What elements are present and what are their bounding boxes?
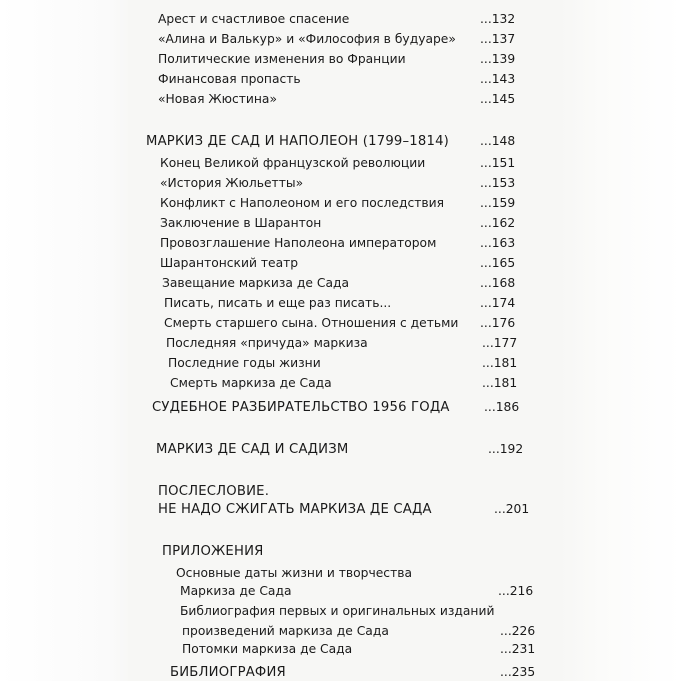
toc-entry-page: ...216 xyxy=(498,584,534,598)
toc-entry-title: Финансовая пропасть xyxy=(158,72,301,86)
toc-entry-page: ...231 xyxy=(500,642,536,656)
toc-entry-page: ...181 xyxy=(482,356,518,370)
toc-entry-title: Потомки маркиза де Сада xyxy=(182,642,353,656)
toc-entry-title: Писать, писать и еще раз писать... xyxy=(164,296,392,310)
toc-entry-title: «История Жюльетты» xyxy=(160,176,304,190)
toc-entry-title: Завещание маркиза де Сада xyxy=(162,276,350,290)
toc-entry-page: ...151 xyxy=(480,156,516,170)
toc-entry-title: Политические изменения во Франции xyxy=(158,52,406,66)
toc-entry-page: ...181 xyxy=(482,376,518,390)
toc-entry-title: БИБЛИОГРАФИЯ xyxy=(170,665,286,680)
toc-entry-page: ...143 xyxy=(480,72,516,86)
toc-entry-page: ...139 xyxy=(480,52,516,66)
toc-entry-page: ...159 xyxy=(480,196,516,210)
toc-entry-title: СУДЕБНОЕ РАЗБИРАТЕЛЬСТВО 1956 ГОДА xyxy=(152,400,450,415)
toc-entry-title: Арест и счастливое спасение xyxy=(158,12,350,26)
toc-entry-title: НЕ НАДО СЖИГАТЬ МАРКИЗА ДЕ САДА xyxy=(158,502,432,517)
toc-entry-title: произведений маркиза де Сада xyxy=(182,624,389,638)
toc-entry-page: ...174 xyxy=(480,296,516,310)
toc-entry-title: «Алина и Валькур» и «Философия в будуаре» xyxy=(158,32,456,46)
toc-entry-page: ...165 xyxy=(480,256,516,270)
toc-entry-title: Провозглашение Наполеона императором xyxy=(160,236,437,250)
toc-entry-page: ...168 xyxy=(480,276,516,290)
toc-entry-title: Смерть маркиза де Сада xyxy=(170,376,332,390)
toc-entry-page: ...186 xyxy=(484,400,520,414)
toc-entry-page: ...235 xyxy=(500,665,536,679)
toc-entry-page: ...137 xyxy=(480,32,516,46)
toc-entry-title: Смерть старшего сына. Отношения с детьми xyxy=(164,316,459,330)
toc-entry-page: ...145 xyxy=(480,92,516,106)
toc-entry-page: ...162 xyxy=(480,216,516,230)
toc-entry-title: ПРИЛОЖЕНИЯ xyxy=(162,544,264,559)
toc-entry-page: ...177 xyxy=(482,336,518,350)
toc-entry-page: ...176 xyxy=(480,316,516,330)
toc-entry-title: Последние годы жизни xyxy=(168,356,321,370)
toc-entry-page: ...192 xyxy=(488,442,524,456)
toc-entry-title: Заключение в Шарантон xyxy=(160,216,322,230)
toc-entry-title: Маркиза де Сада xyxy=(180,584,292,598)
toc-entry-title: МАРКИЗ ДЕ САД И САДИЗМ xyxy=(156,442,349,457)
toc-entry-title: Шарантонский театр xyxy=(160,256,299,270)
toc-entry-title: Основные даты жизни и творчества xyxy=(176,566,413,580)
toc-entry-page: ...132 xyxy=(480,12,516,26)
toc-entry-title: «Новая Жюстина» xyxy=(158,92,277,106)
toc-entry-title: ПОСЛЕСЛОВИЕ. xyxy=(158,484,270,499)
toc-entry-page: ...163 xyxy=(480,236,516,250)
toc-entry-page: ...226 xyxy=(500,624,536,638)
toc-entry-title: Конфликт с Наполеоном и его последствия xyxy=(160,196,445,210)
toc-entry-page: ...148 xyxy=(480,134,516,148)
toc-entry-page: ...201 xyxy=(494,502,530,516)
toc-entry-title: Конец Великой французской революции xyxy=(160,156,426,170)
toc-entry-page: ...153 xyxy=(480,176,516,190)
toc-entry-title: Последняя «причуда» маркиза xyxy=(166,336,368,350)
toc-entry-title: Библиография первых и оригинальных изданий xyxy=(180,604,495,618)
toc-entry-title: МАРКИЗ ДЕ САД И НАПОЛЕОН (1799–1814) xyxy=(146,134,450,149)
